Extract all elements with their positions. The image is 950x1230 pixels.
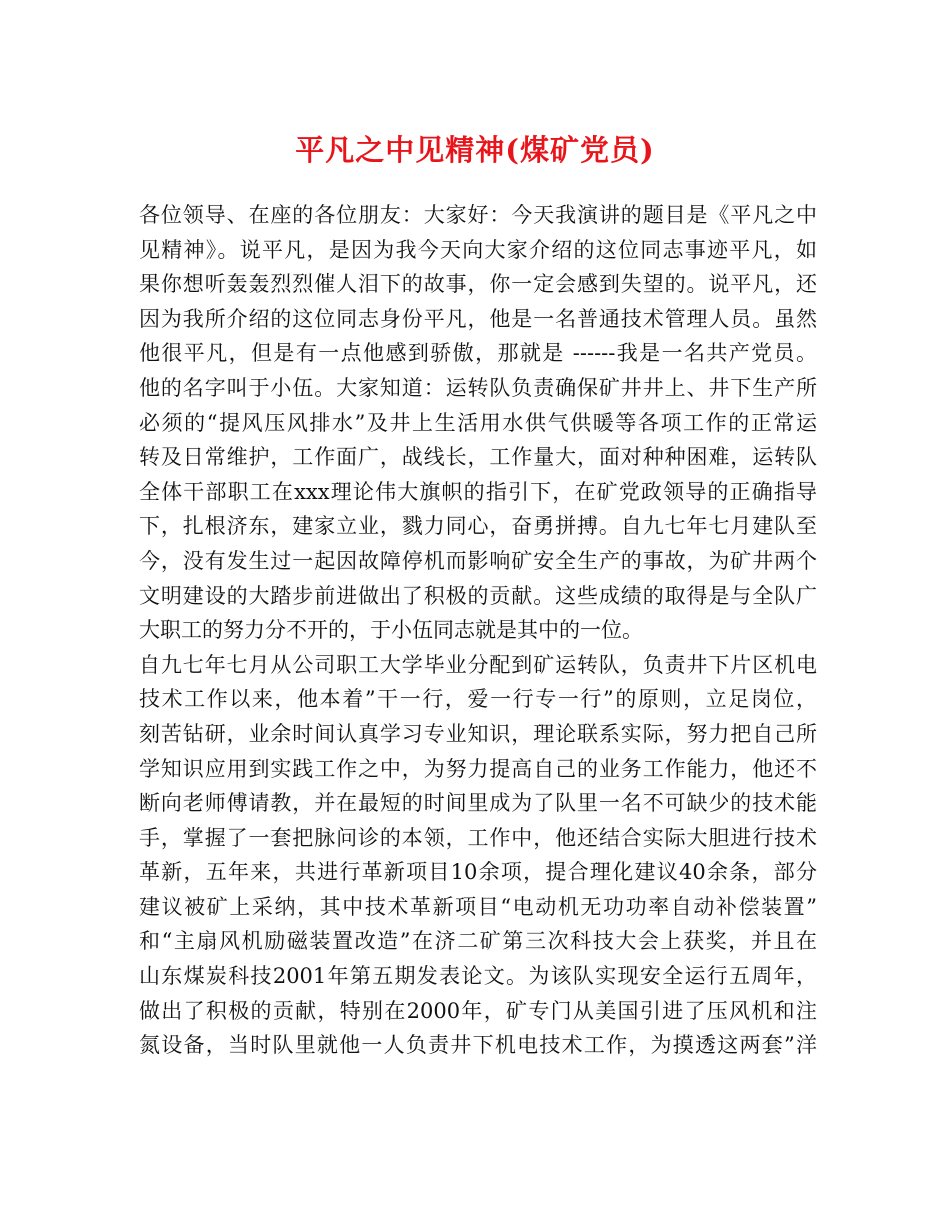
body-line: 他的名字叫于小伍。大家知道：运转队负责确保矿井井上、井下生产所 (139, 375, 817, 400)
body-line: 必须的“提风压风排水”及井上生活用水供气供暖等各项工作的正常运 (139, 410, 817, 435)
body-line: 做出了积极的贡献，特别在2000年，矿专门从美国引进了压风机和注 (139, 998, 817, 1023)
body-line: 氮设备，当时队里就他一人负责井下机电技术工作，为摸透这两套”洋 (139, 1033, 817, 1058)
body-line: 因为我所介绍的这位同志身份平凡，他是一名普通技术管理人员。虽然 (139, 306, 817, 331)
body-line: 大职工的努力分不开的，于小伍同志就是其中的一位。 (139, 618, 643, 643)
body-line: 学知识应用到实践工作之中，为努力提高自己的业务工作能力，他还不 (139, 756, 817, 781)
body-line: 山东煤炭科技2001年第五期发表论文。为该队实现安全运行五周年， (139, 964, 817, 989)
body-line: 转及日常维护，工作面广，战线长，工作量大，面对种种困难，运转队 (139, 445, 817, 470)
document-body (139, 198, 817, 1063)
body-line: 下，扎根济东，建家立业，戮力同心，奋勇拼搏。自九七年七月建队至 (139, 514, 817, 539)
body-line: 断向老师傅请教，并在最短的时间里成为了队里一名不可缺少的技术能 (139, 791, 817, 816)
body-line: 他很平凡，但是有一点他感到骄傲，那就是 ------我是一名共产党员。 (139, 341, 817, 366)
body-line: 各位领导、在座的各位朋友：大家好：今天我演讲的题目是《平凡之中 (139, 203, 817, 227)
body-line: 今，没有发生过一起因故障停机而影响矿安全生产的事故，为矿井两个 (139, 548, 817, 573)
body-line: 手，掌握了一套把脉问诊的本领，工作中，他还结合实际大胆进行技术 (139, 825, 817, 850)
document-title: 平凡之中见精神(煤矿党员) (295, 133, 655, 167)
body-line: 刻苦钻研，业余时间认真学习专业知识，理论联系实际，努力把自己所 (139, 721, 817, 746)
body-line: 文明建设的大踏步前进做出了积极的贡献。这些成绩的取得是与全队广 (139, 583, 817, 608)
body-line: 全体干部职工在xxx理论伟大旗帜的指引下，在矿党政领导的正确指导 (139, 479, 817, 504)
body-line: 技术工作以来，他本着”干一行，爱一行专一行”的原则，立足岗位， (139, 687, 817, 712)
body-line: 建议被矿上采纳，其中技术革新项目“电动机无功功率自动补偿装置” (139, 894, 817, 919)
body-line: 果你想听轰轰烈烈催人泪下的故事，你一定会感到失望的。说平凡，还 (139, 272, 817, 297)
body-line: 革新，五年来，共进行革新项目10余项，提合理化建议40余条，部分 (139, 860, 817, 885)
body-line: 自九七年七月从公司职工大学毕业分配到矿运转队，负责井下片区机电 (139, 652, 817, 677)
body-line: 和“主扇风机励磁装置改造”在济二矿第三次科技大会上获奖，并且在 (139, 929, 817, 954)
body-line: 见精神》。说平凡，是因为我今天向大家介绍的这位同志事迹平凡，如 (139, 237, 817, 262)
